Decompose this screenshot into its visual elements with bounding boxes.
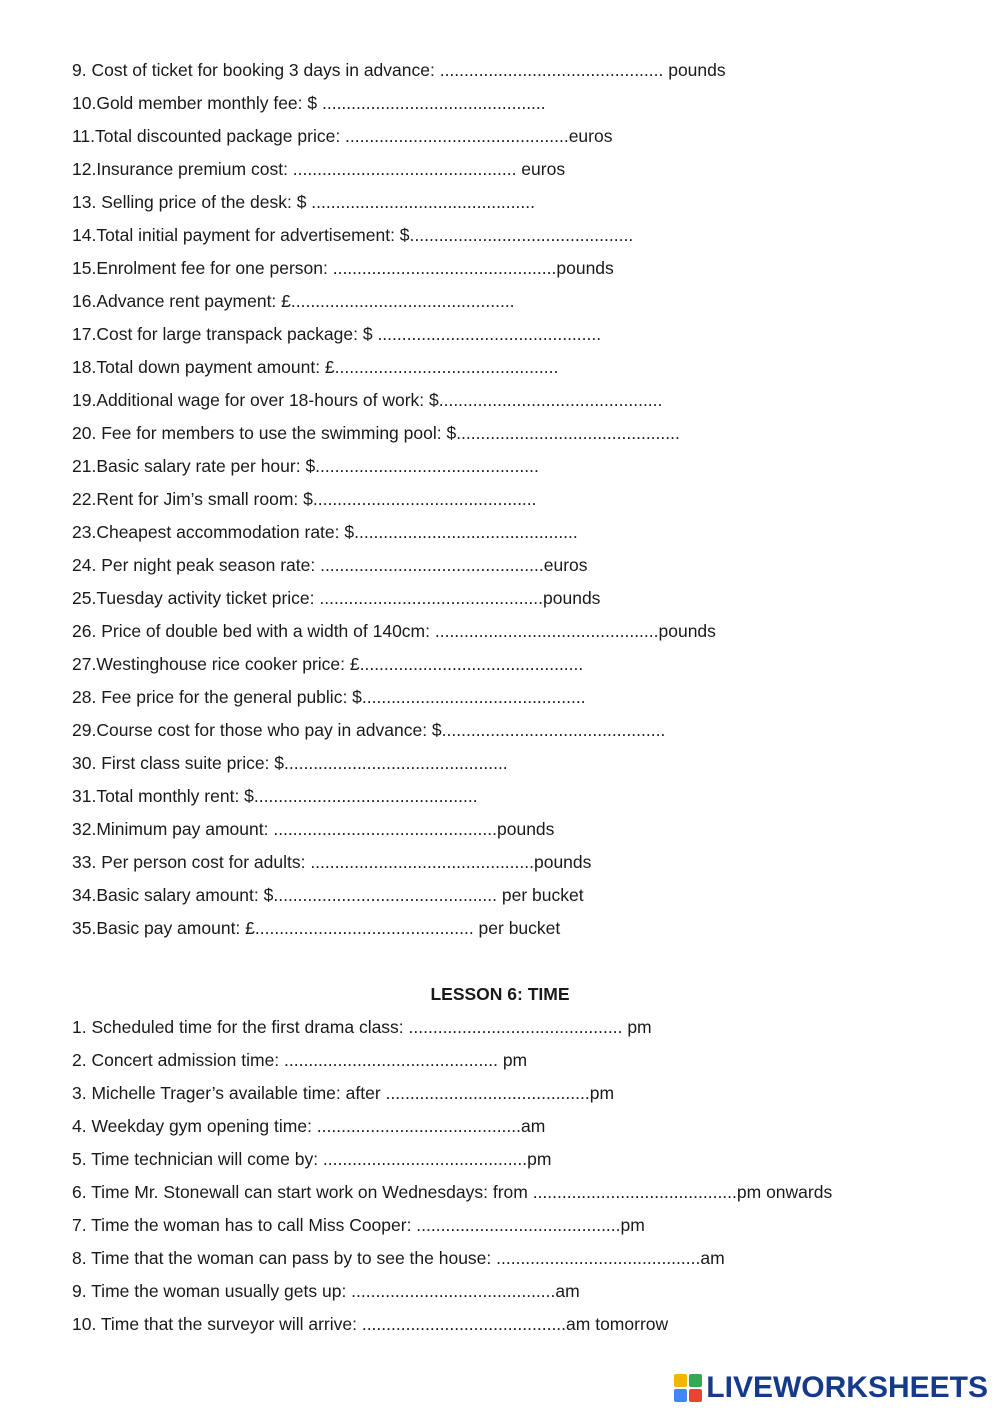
question-item: 6. Time Mr. Stonewall can start work on Wednesdays: from ..........................................pm onwards [72, 1182, 833, 1202]
question-item: 31.Total monthly rent: $.............................................. [72, 786, 478, 806]
question-item: 14.Total initial payment for advertisement: $.............................................. [72, 225, 634, 245]
question-item: 15.Enrolment fee for one person: ..............................................pounds [72, 258, 614, 278]
question-item: 18.Total down payment amount: £.............................................. [72, 357, 559, 377]
question-item: 35.Basic pay amount: £............................................. per bucket [72, 918, 561, 938]
question-item: 29.Course cost for those who pay in advance: $.............................................. [72, 720, 666, 740]
question-item: 33. Per person cost for adults: ..............................................pounds [72, 852, 592, 872]
question-item: 16.Advance rent payment: £.............................................. [72, 291, 515, 311]
question-item: 9. Time the woman usually gets up: ..........................................am [72, 1281, 580, 1301]
question-item: 23.Cheapest accommodation rate: $.............................................. [72, 522, 578, 542]
question-item: 10. Time that the surveyor will arrive: ..........................................am tomorrow [72, 1314, 669, 1334]
question-item: 1. Scheduled time for the first drama class: ............................................ pm [72, 1017, 652, 1037]
logo-tiles-icon [674, 1374, 702, 1402]
question-item: 3. Michelle Trager’s available time: after ..........................................pm [72, 1083, 615, 1103]
question-item: 8. Time that the woman can pass by to see the house: ..........................................am [72, 1248, 725, 1268]
question-list-time [72, 1011, 832, 1341]
question-item: 12.Insurance premium cost: .............................................. euros [72, 159, 566, 179]
question-item: 7. Time the woman has to call Miss Cooper: ..........................................pm [72, 1215, 645, 1235]
question-item: 26. Price of double bed with a width of 140cm: ..............................................pounds [72, 621, 716, 641]
question-item: 17.Cost for large transpack package: $ .............................................. [72, 324, 602, 344]
question-item: 30. First class suite price: $.............................................. [72, 753, 508, 773]
question-item: 21.Basic salary rate per hour: $.............................................. [72, 456, 539, 476]
question-item: 10.Gold member monthly fee: $ .............................................. [72, 93, 546, 113]
question-item: 24. Per night peak season rate: ..............................................euros [72, 555, 588, 575]
question-item: 11.Total discounted package price: ..............................................euros [72, 126, 613, 146]
question-item: 5. Time technician will come by: ..........................................pm [72, 1149, 552, 1169]
question-item: 20. Fee for members to use the swimming pool: $.............................................. [72, 423, 680, 443]
lesson-heading: LESSON 6: TIME [430, 984, 570, 1004]
question-list-money [72, 54, 726, 945]
question-item: 2. Concert admission time: ............................................ pm [72, 1050, 528, 1070]
question-item: 22.Rent for Jim’s small room: $.............................................. [72, 489, 537, 509]
question-item: 28. Fee price for the general public: $.............................................. [72, 687, 586, 707]
logo-text: LIVEWORKSHEETS [706, 1371, 988, 1404]
liveworksheets-logo [674, 1368, 988, 1408]
question-item: 9. Cost of ticket for booking 3 days in advance: .............................................. pounds [72, 60, 726, 80]
question-item: 32.Minimum pay amount: ..............................................pounds [72, 819, 555, 839]
question-item: 34.Basic salary amount: $.............................................. per bucket [72, 885, 584, 905]
question-item: 4. Weekday gym opening time: ..........................................am [72, 1116, 546, 1136]
question-item: 25.Tuesday activity ticket price: ..............................................pounds [72, 588, 601, 608]
question-item: 13. Selling price of the desk: $ .............................................. [72, 192, 535, 212]
question-item: 19.Additional wage for over 18-hours of work: $.............................................. [72, 390, 663, 410]
question-item: 27.Westinghouse rice cooker price: £.............................................. [72, 654, 584, 674]
